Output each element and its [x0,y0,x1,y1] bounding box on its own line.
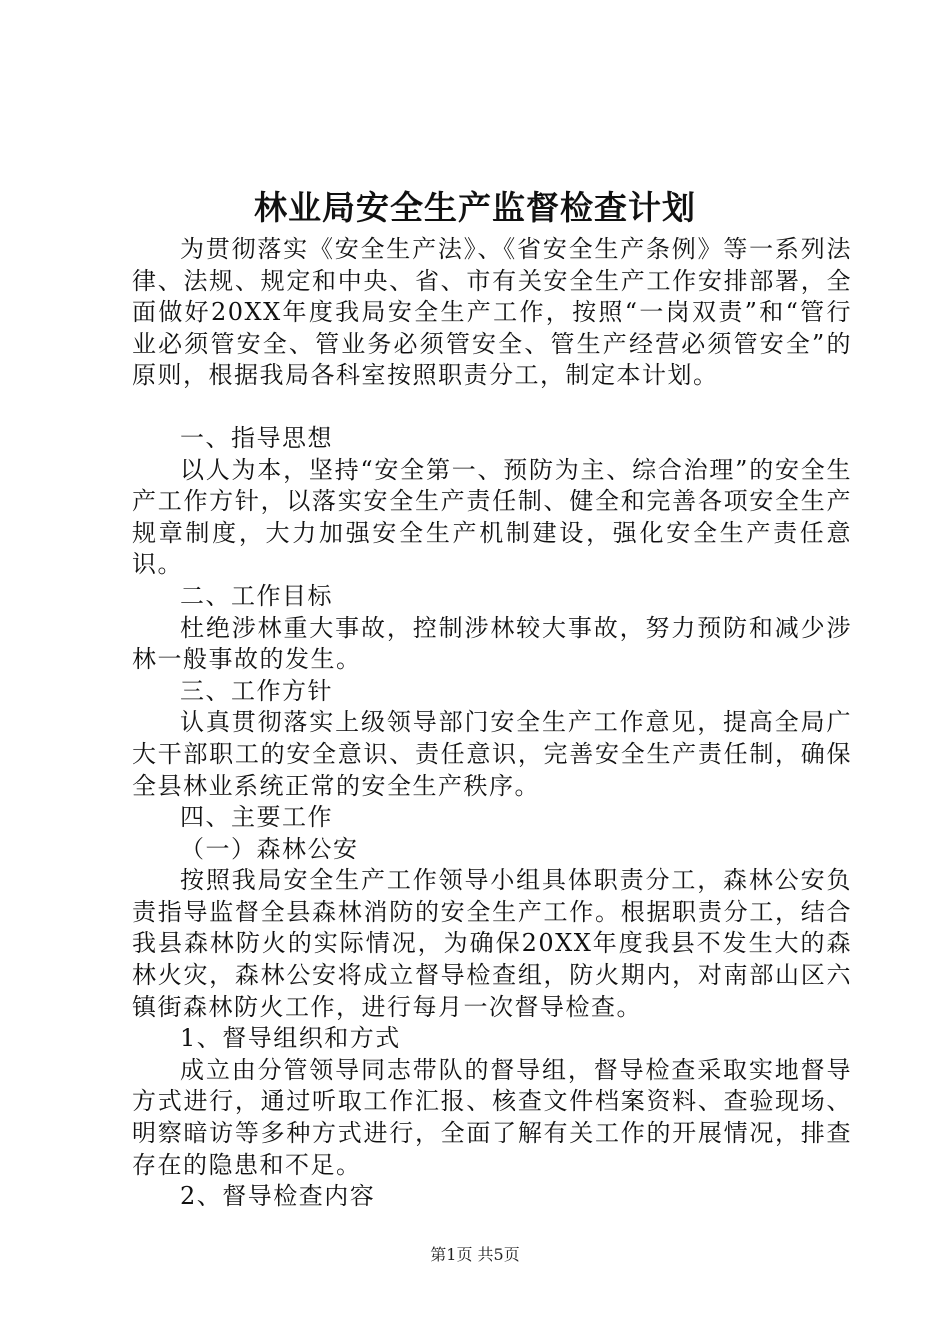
section-heading: 一、指导思想 [180,423,333,452]
body-paragraph: 按照我局安全生产工作领导小组具体职责分工，森林公安负责指导监督全县森林消防的安全生产工作。根据职责分工，结合我县森林防火的实际情况，为确保20XX年度我县不发生大的森林火灾，森林公安将成立督导检查组，防火期内，对南部山区六镇街森林防火工作，进行每月一次督导检查。 [132,866,852,1021]
section-heading: 四、主要工作 [180,803,333,832]
section-heading: 三、工作方针 [180,676,333,705]
document-title: 林业局安全生产监督检查计划 [254,188,696,227]
body-paragraph: 成立由分管领导同志带队的督导组，督导检查采取实地督导方式进行，通过听取工作汇报、核查文件档案资料、查验现场、明察暗访等多种方式进行，全面了解有关工作的开展情况，排查存在的隐患和不足。 [132,1055,852,1179]
body-paragraph: 以人为本，坚持“安全第一、预防为主、综合治理”的安全生产工作方针，以落实安全生产责任制、健全和完善各项安全生产规章制度，大力加强安全生产机制建设，强化安全生产责任意识。 [132,455,852,579]
section-heading: 二、工作目标 [180,581,333,610]
body-paragraph: 认真贯彻落实上级领导部门安全生产工作意见，提高全局广大干部职工的安全意识、责任意识，完善安全生产责任制，确保全县林业系统正常的安全生产秩序。 [132,708,852,800]
body-paragraph: 杜绝涉林重大事故，控制涉林较大事故，努力预防和减少涉林一般事故的发生。 [132,613,852,674]
page-number-footer: 第1页 共5页 [430,1245,520,1264]
document-body [132,234,852,1213]
intro-paragraph: 为贯彻落实《安全生产法》、《省安全生产条例》等一系列法律、法规、规定和中央、省、市有关安全生产工作安排部署，全面做好20XX年度我局安全生产工作，按照“一岗双责”和“管行业必须管安全、管业务必须管安全、管生产经营必须管安全”的原则，根据我局各科室按照职责分工，制定本计划。 [132,235,852,390]
item-heading: 2、督导检查内容 [180,1182,376,1211]
subsection-heading: （一）森林公安 [180,834,359,863]
item-heading: 1、督导组织和方式 [180,1024,401,1053]
